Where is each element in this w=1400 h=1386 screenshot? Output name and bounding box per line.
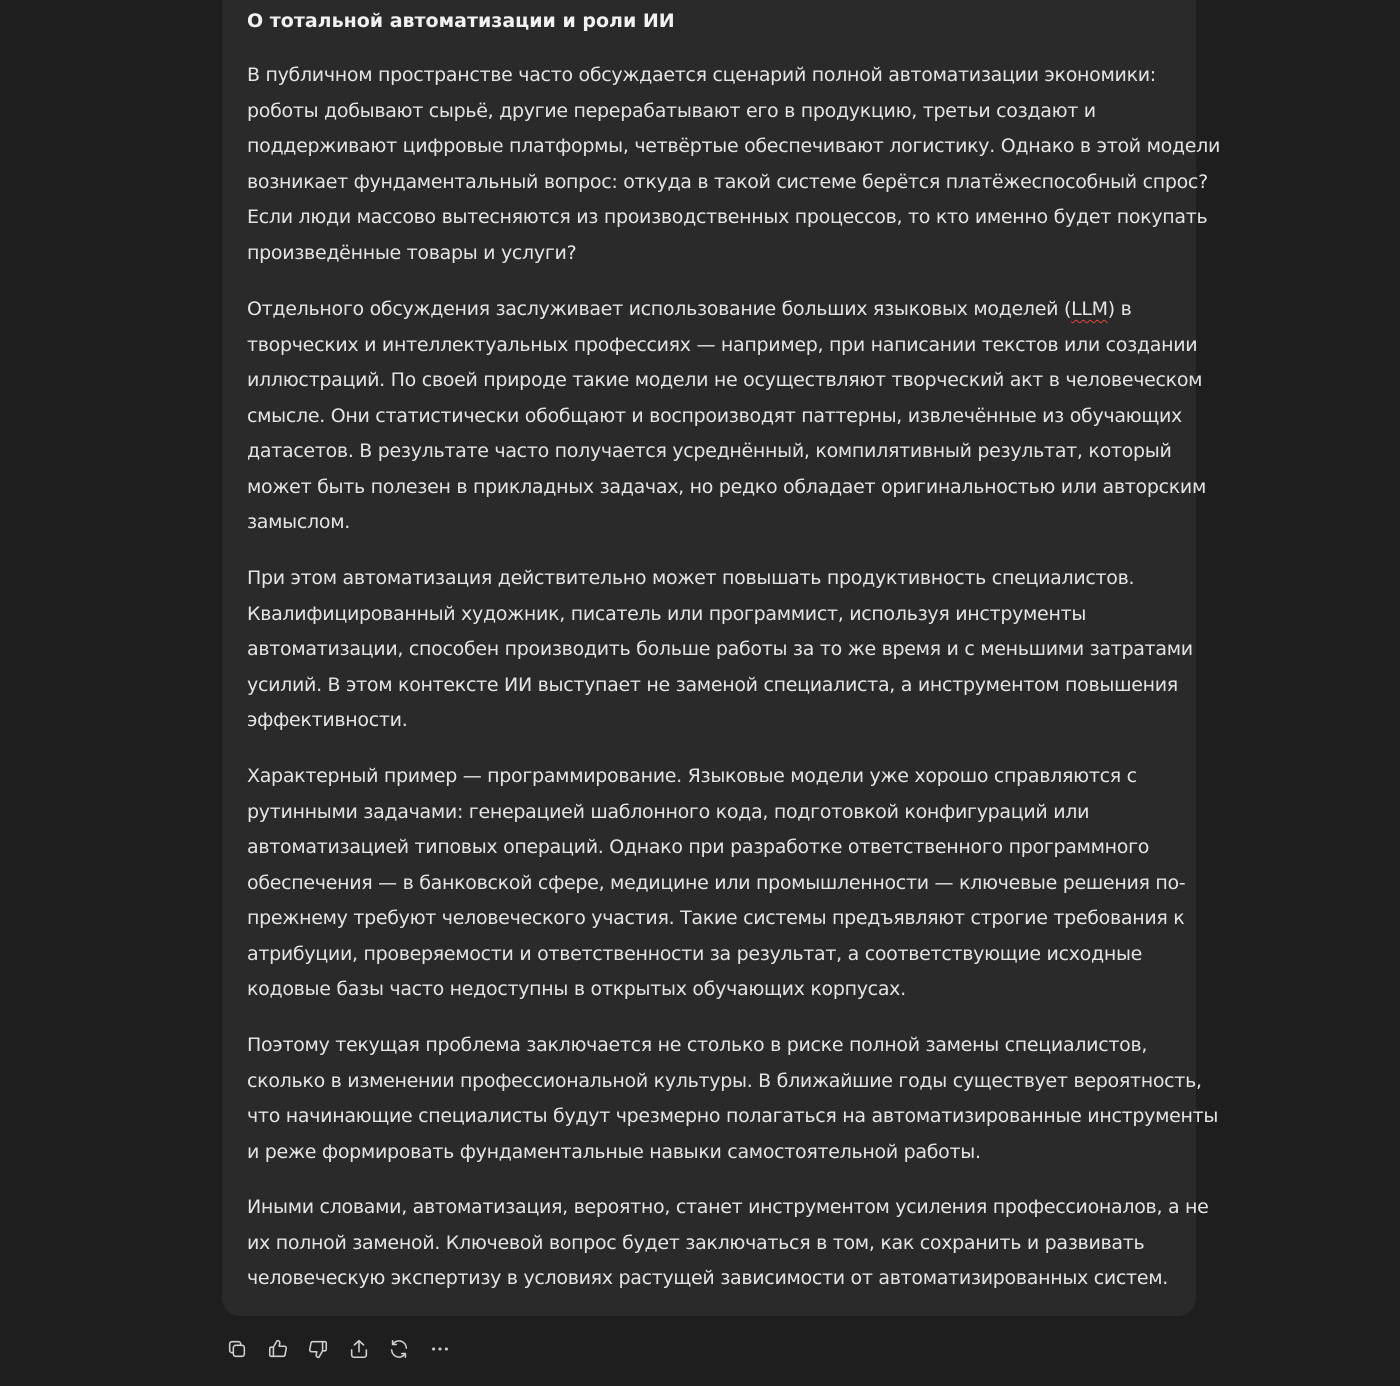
text-line: роботы добывают сырьё, другие перерабатывают его в продукцию, третьи создают и bbox=[247, 99, 1096, 122]
text-line: При этом автоматизация действительно может повышать продуктивность специалистов. bbox=[247, 567, 1135, 589]
text-line: обеспечения — в банковской сфере, медицине или промышленности — ключевые решения по- bbox=[247, 871, 1186, 894]
more-icon bbox=[429, 1338, 451, 1360]
text-line: человеческую экспертизу в условиях растущей зависимости от автоматизированных систем. bbox=[247, 1267, 1168, 1289]
more-options-button[interactable] bbox=[425, 1334, 455, 1364]
copy-icon bbox=[226, 1338, 248, 1360]
text-line: автоматизации, способен производить больше работы за то же время и с меньшими затратами bbox=[247, 638, 1193, 660]
text-line: возникает фундаментальный вопрос: откуда в такой системе берётся платёжеспособный спрос? bbox=[247, 170, 1208, 193]
spellcheck-marked-word[interactable]: LLM bbox=[1071, 298, 1108, 320]
text-fragment: ) в bbox=[1107, 298, 1132, 320]
text-line: усилий. В этом контексте ИИ выступает не заменой специалиста, а инструментом повышения bbox=[247, 673, 1178, 696]
text-line: Иными словами, автоматизация, вероятно, станет инструментом усиления профессионалов, а не bbox=[247, 1196, 1209, 1218]
paragraph bbox=[247, 292, 1206, 541]
text-line: поддерживают цифровые платформы, четвёртые обеспечивают логистику. Однако в этой модели bbox=[247, 135, 1221, 157]
text-line: творческих и интеллектуальных профессиях — например, при написании текстов или создании bbox=[247, 333, 1198, 356]
paragraph bbox=[247, 561, 1193, 739]
thumbs-down-icon bbox=[307, 1338, 329, 1360]
text-line: замыслом. bbox=[247, 511, 350, 533]
regenerate-icon bbox=[388, 1338, 410, 1360]
text-line: сколько в изменении профессиональной культуры. В ближайшие годы существует вероятность, bbox=[247, 1069, 1202, 1092]
text-line: их полной заменой. Ключевой вопрос будет заключаться в том, как сохранить и развивать bbox=[247, 1231, 1145, 1254]
message-heading: О тотальной автоматизации и роли ИИ bbox=[247, 10, 675, 32]
copy-button[interactable] bbox=[222, 1334, 252, 1364]
paragraph bbox=[247, 759, 1186, 1008]
share-button[interactable] bbox=[344, 1334, 374, 1364]
text-line: и реже формировать фундаментальные навыки самостоятельной работы. bbox=[247, 1140, 981, 1163]
text-line: иллюстраций. По своей природе такие модели не осуществляют творческий акт в человеческом bbox=[247, 369, 1203, 391]
assistant-message bbox=[222, 0, 1221, 1316]
text-line: кодовые базы часто недоступны в открытых обучающих корпусах. bbox=[247, 978, 906, 1000]
paragraph bbox=[247, 1190, 1209, 1297]
paragraph bbox=[247, 1028, 1219, 1170]
paragraph bbox=[247, 58, 1221, 271]
text-line: атрибуции, проверяемости и ответственности за результат, а соответствующие исходные bbox=[247, 942, 1143, 965]
share-icon bbox=[348, 1338, 370, 1360]
text-line: эффективности. bbox=[247, 709, 408, 731]
text-line: произведённые товары и услуги? bbox=[247, 241, 577, 264]
message-actions bbox=[222, 1334, 465, 1364]
text-line: прежнему требуют человеческого участия. Такие системы предъявляют строгие требования к bbox=[247, 907, 1185, 929]
text-line: автоматизацией типовых операций. Однако при разработке ответственного программного bbox=[247, 836, 1150, 858]
like-button[interactable] bbox=[263, 1334, 293, 1364]
text-line: смысле. Они статистически обобщают и воспроизводят паттерны, извлечённые из обучающих bbox=[247, 404, 1182, 427]
text-line: датасетов. В результате часто получается усреднённый, компилятивный результат, который bbox=[247, 440, 1172, 462]
dislike-button[interactable] bbox=[303, 1334, 333, 1364]
text-line: Если люди массово вытесняются из производственных процессов, то кто именно будет покупать bbox=[247, 206, 1208, 228]
thumbs-up-icon bbox=[267, 1338, 289, 1360]
text-line: может быть полезен в прикладных задачах, но редко обладает оригинальностью или авторским bbox=[247, 475, 1206, 498]
text-fragment: Отдельного обсуждения заслуживает использование больших языковых моделей ( bbox=[247, 298, 1072, 320]
text-line bbox=[247, 292, 1177, 328]
text-line: Поэтому текущая проблема заключается не столько в риске полной замены специалистов, bbox=[247, 1034, 1148, 1056]
text-line: В публичном пространстве часто обсуждается сценарий полной автоматизации экономики: bbox=[247, 64, 1156, 86]
text-line: рутинными задачами: генерацией шаблонного кода, подготовкой конфигураций или bbox=[247, 800, 1090, 823]
text-line: Характерный пример — программирование. Языковые модели уже хорошо справляются с bbox=[247, 765, 1137, 787]
text-line: Квалифицированный художник, писатель или программист, используя инструменты bbox=[247, 602, 1087, 625]
text-line: что начинающие специалисты будут чрезмерно полагаться на автоматизированные инструменты bbox=[247, 1105, 1219, 1127]
regenerate-button[interactable] bbox=[384, 1334, 414, 1364]
